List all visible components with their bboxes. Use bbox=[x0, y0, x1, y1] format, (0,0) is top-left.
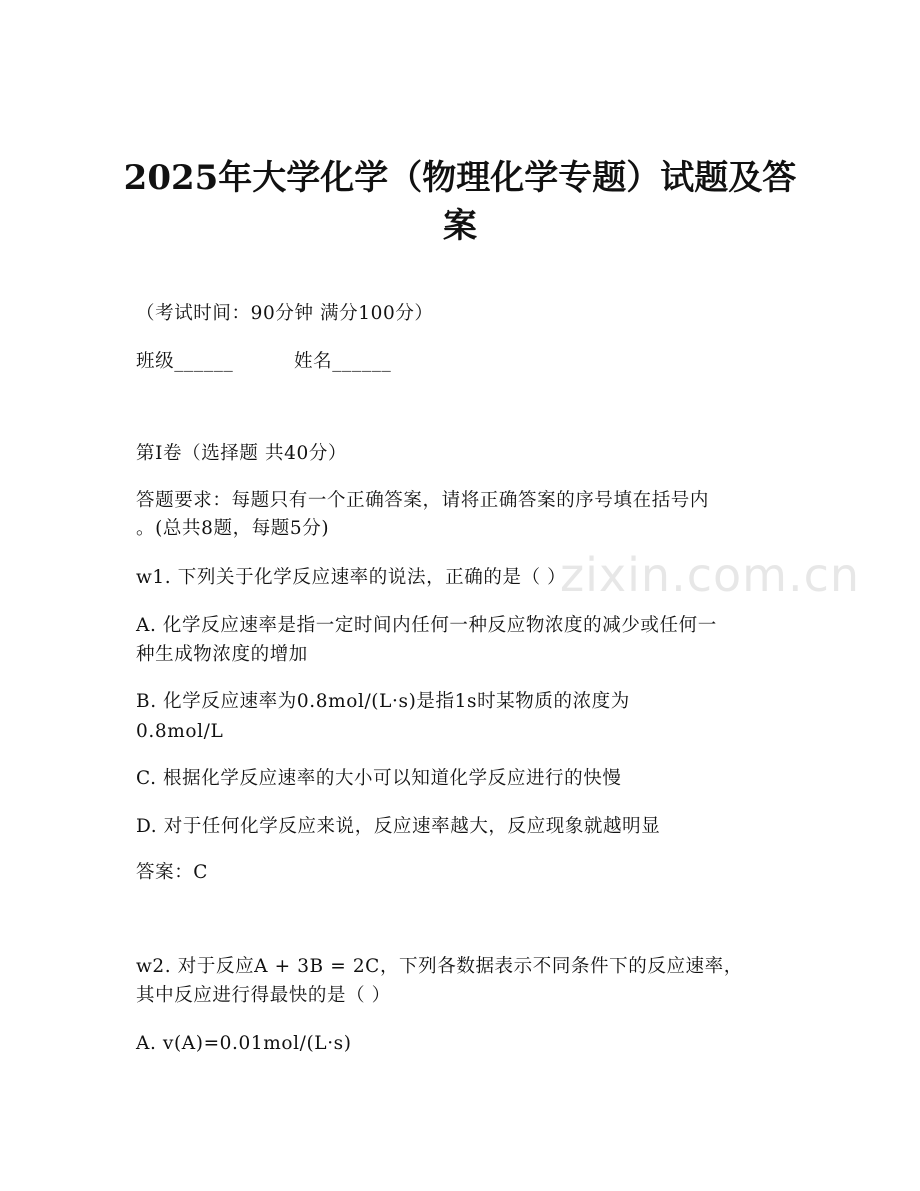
document-title-line1: 2025年大学化学（物理化学专题）试题及答 bbox=[123, 158, 797, 198]
question1-option-c: C. 根据化学反应速率的大小可以知道化学反应进行的快慢 bbox=[136, 768, 622, 789]
instructions-line1: 答题要求：每题只有一个正确答案，请将正确答案的序号填在括号内 bbox=[136, 490, 710, 511]
exam-info: （考试时间：90分钟 满分100分） bbox=[136, 303, 434, 324]
question1-option-b-line2: 0.8mol/L bbox=[136, 721, 224, 742]
section-header: 第Ⅰ卷（选择题 共40分） bbox=[136, 443, 348, 464]
question1-answer: 答案：C bbox=[136, 862, 209, 883]
class-label: 班级______ bbox=[136, 351, 234, 372]
question1-option-a-line1: A. 化学反应速率是指一定时间内任何一种反应物浓度的减少或任何一 bbox=[136, 615, 717, 636]
watermark: zixin.com.cn bbox=[560, 548, 861, 602]
question1-stem: w1. 下列关于化学反应速率的说法，正确的是（ ） bbox=[136, 567, 567, 588]
question2-stem-line1: w2. 对于反应A + 3B = 2C，下列各数据表示不同条件下的反应速率， bbox=[136, 956, 743, 977]
question2-stem-line2: 其中反应进行得最快的是（ ） bbox=[136, 985, 391, 1006]
instructions-line2: 。(总共8题，每题5分) bbox=[136, 518, 330, 539]
question2-option-a: A. v(A)=0.01mol/(L·s) bbox=[136, 1033, 352, 1054]
name-label: 姓名______ bbox=[294, 351, 392, 372]
question1-option-d: D. 对于任何化学反应来说，反应速率越大，反应现象就越明显 bbox=[136, 816, 661, 837]
question1-option-b-line1: B. 化学反应速率为0.8mol/(L·s)是指1s时某物质的浓度为 bbox=[136, 691, 630, 712]
question1-option-a-line2: 种生成物浓度的增加 bbox=[136, 644, 308, 665]
document-title-line2: 案 bbox=[443, 206, 477, 246]
